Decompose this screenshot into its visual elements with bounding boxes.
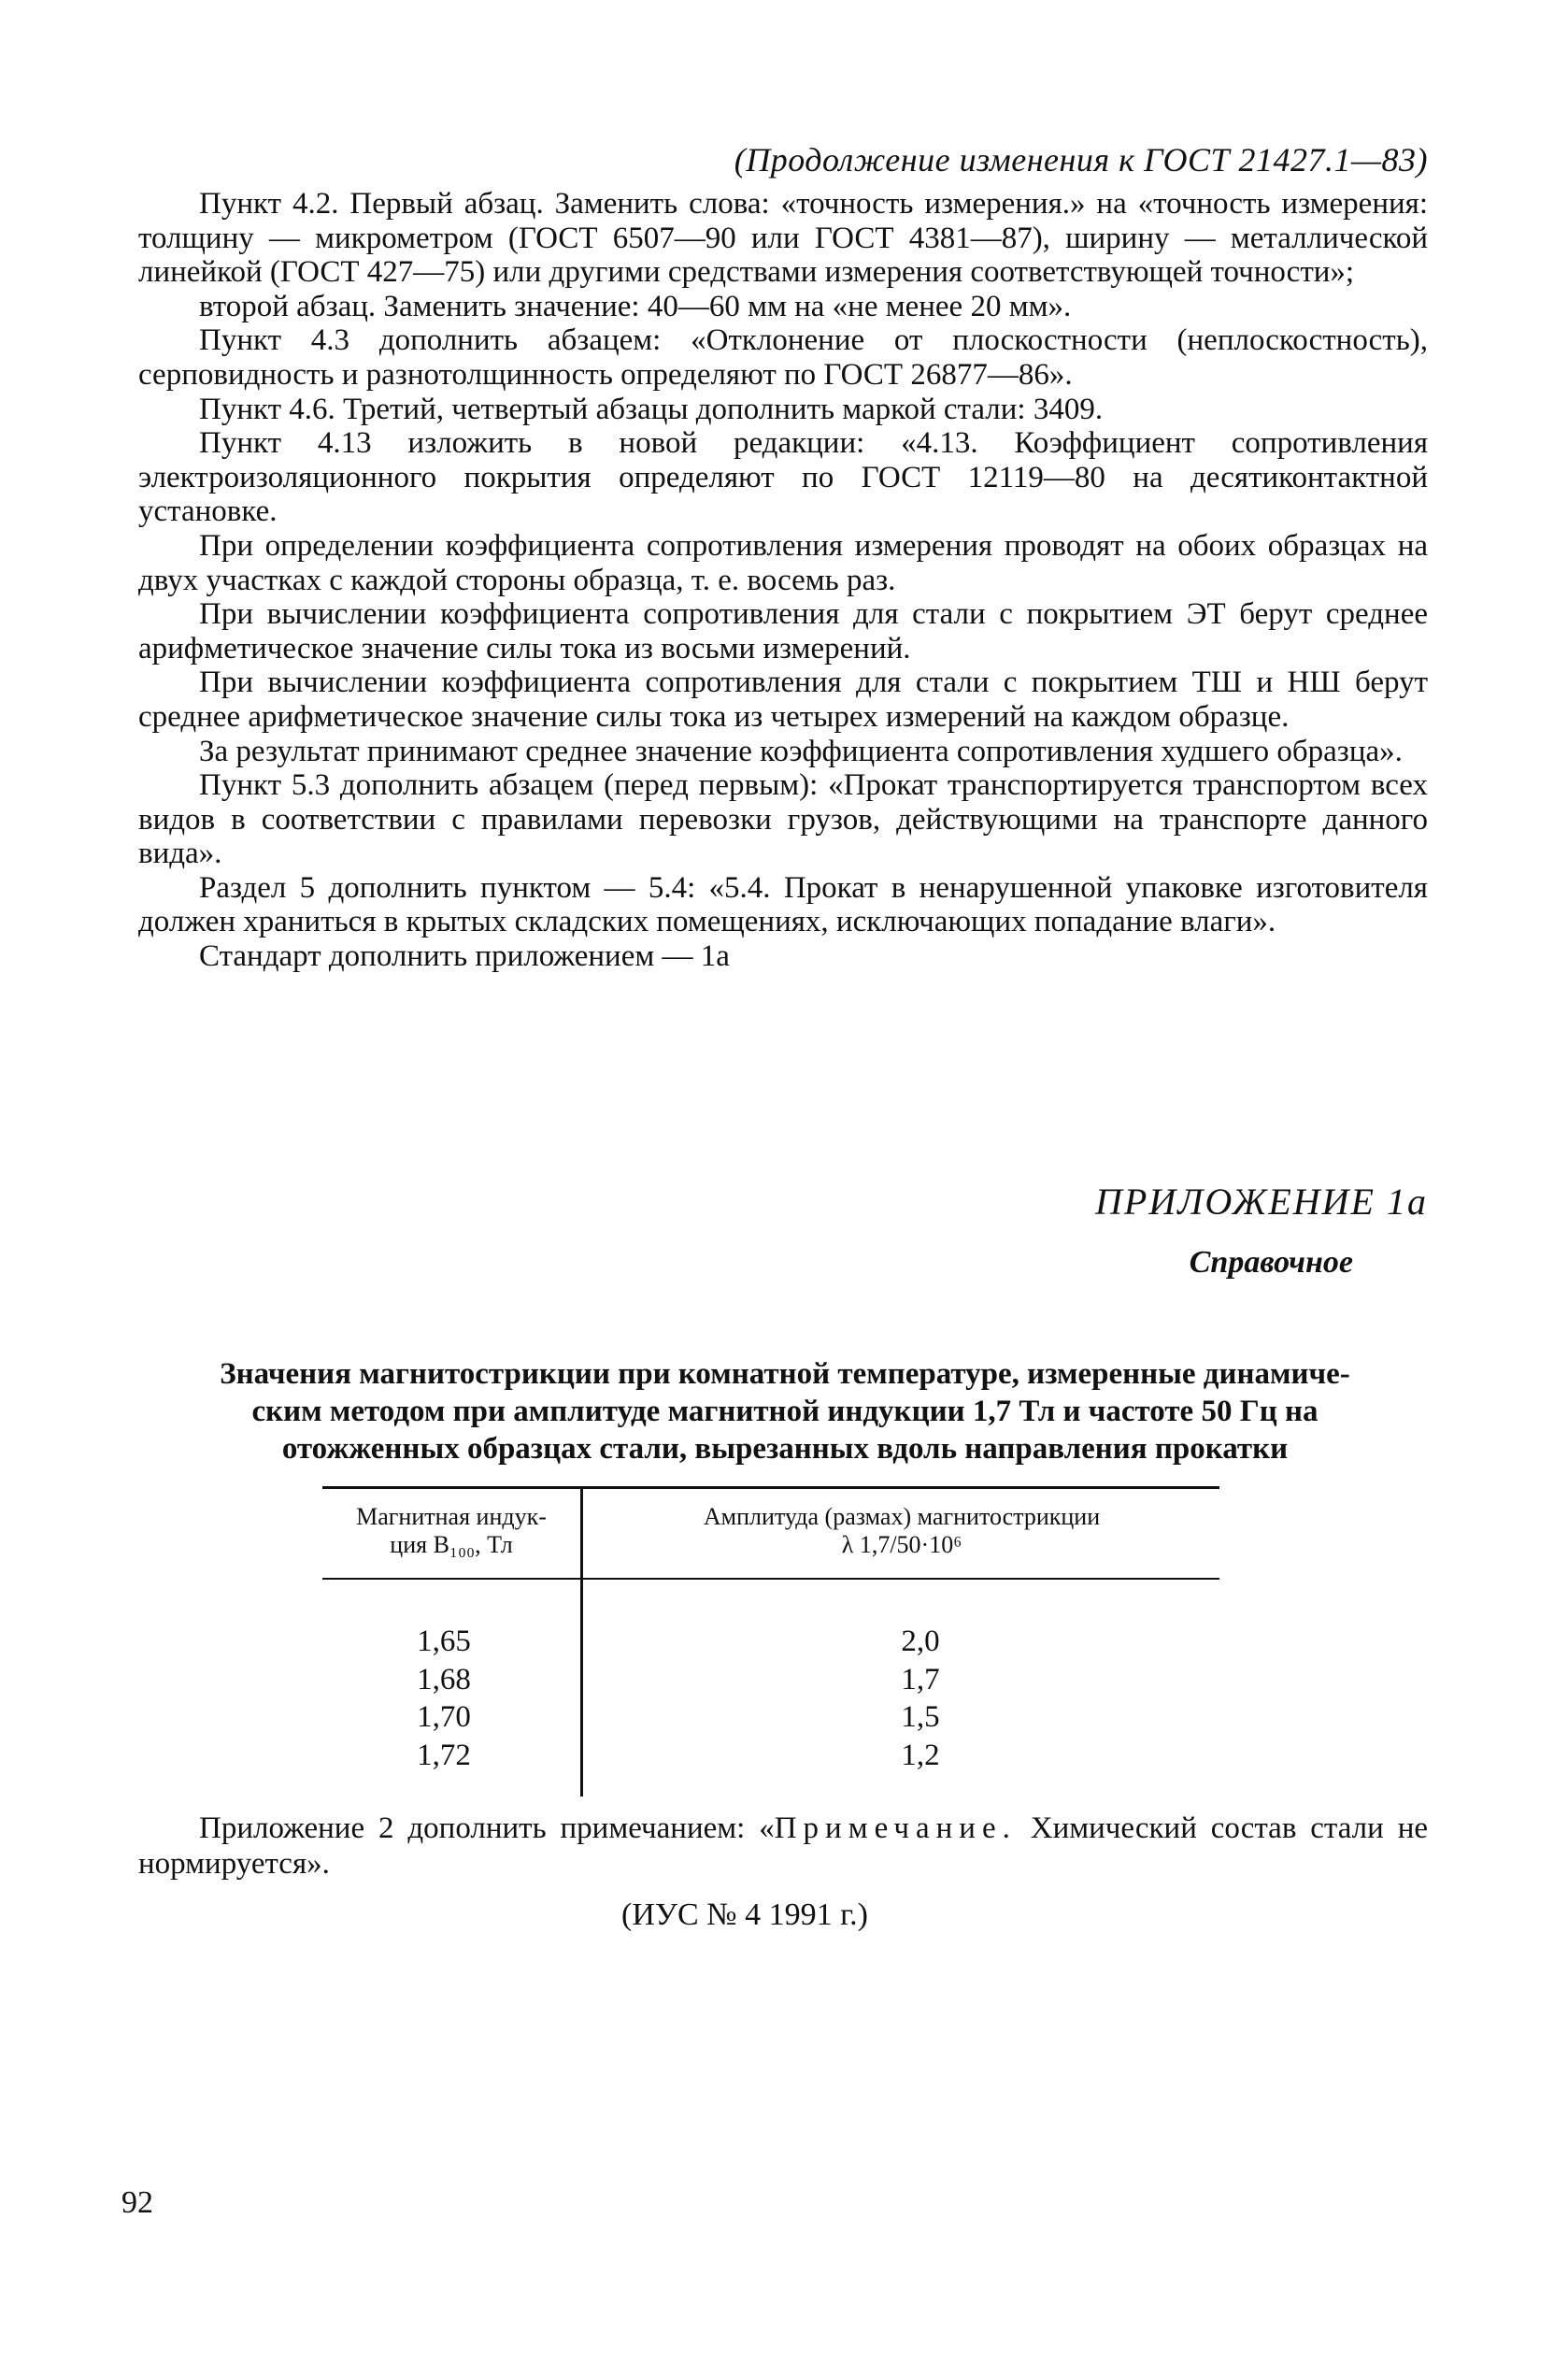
- table-cell: 2,0: [901, 1625, 940, 1658]
- header-amplitude: [584, 1503, 1219, 1559]
- paragraph: При определении коэффициента сопротивления измерения проводят на обоих образцах на двух участках с каждой стороны образца, т. е. восемь раз.: [138, 528, 1428, 597]
- paragraph: За результат принимают среднее значение коэффициента сопротивления худшего образца».: [199, 734, 1403, 768]
- induction-column: [360, 1623, 528, 1774]
- paragraph: Пункт 4.3 дополнить абзацем: «Отклонение от плоскостности (неплоскостность), серповидность и разнотолщинность определяют по ГОСТ 26877—86».: [138, 323, 1428, 392]
- table-header-rule: [322, 1578, 1219, 1580]
- paragraph: Пункт 4.13 изложить в новой редакции: «4.13. Коэффициент сопротивления электроизоляционного покрытия определяют по ГОСТ 12119—80 на десятиконтактной установке.: [138, 426, 1428, 529]
- header-amplitude-line: Амплитуда (размах) магнитострикции: [703, 1503, 1101, 1530]
- magnetostriction-table: [322, 1486, 1219, 1804]
- page-number: 92: [121, 2185, 153, 2220]
- header-induction-line: ция B₁₀₀, Тл: [390, 1531, 513, 1558]
- caption-line: Значения магнитострикции при комнатной температуре, измеренные динамиче-: [220, 1357, 1350, 1391]
- appendix-subtitle: Справочное: [1189, 1245, 1353, 1280]
- note-text-after: Химический состав стали не нормируется».: [138, 1811, 1428, 1881]
- note-paragraph: [138, 1811, 1428, 1882]
- caption-line: ским методом при амплитуде магнитной индукции 1,7 Тл и частоте 50 Гц на: [251, 1395, 1319, 1428]
- paragraph: Пункт 4.2. Первый абзац. Заменить слова: «точность измерения.» на «точность измерения: толщину — микрометром (ГОСТ 6507—90 или ГОСТ 4381—87), ширину — металлической линейкой (ГОСТ 427—75) или другими средствами измерения соответствующей точности»;: [138, 187, 1428, 290]
- table-cell: 1,70: [417, 1700, 471, 1734]
- header-induction-line: Магнитная индук-: [356, 1503, 547, 1530]
- caption-line: отожженных образцах стали, вырезанных вдоль направления прокатки: [281, 1432, 1289, 1466]
- amplitude-column: [827, 1623, 1014, 1774]
- table-cell: 1,72: [417, 1738, 471, 1772]
- table-cell: 1,5: [901, 1700, 940, 1734]
- continuation-header: (Продолжение изменения к ГОСТ 21427.1—83): [734, 141, 1428, 179]
- paragraph: При вычислении коэффициента сопротивления для стали с покрытием ЭТ берут среднее арифметическое значение силы тока из восьми измерений.: [138, 597, 1428, 666]
- table-top-rule: [322, 1486, 1219, 1489]
- table-cell: 1,7: [901, 1662, 940, 1696]
- note-spaced-word: Примечание.: [774, 1811, 1017, 1845]
- paragraph: Раздел 5 дополнить пунктом — 5.4: «5.4. Прокат в ненарушенной упаковке изготовителя должен храниться в крытых складских помещениях, исключающих попадание влаги».: [138, 870, 1428, 939]
- ius-reference: (ИУС № 4 1991 г.): [621, 1897, 868, 1932]
- table-cell: 1,65: [417, 1625, 471, 1658]
- paragraph: Пункт 4.6. Третий, четвертый абзацы дополнить маркой стали: 3409.: [199, 392, 1104, 426]
- paragraph: второй абзац. Заменить значение: 40—60 мм на «не менее 20 мм».: [199, 289, 1072, 323]
- paragraph: При вычислении коэффициента сопротивления для стали с покрытием ТШ и НШ берут среднее арифметическое значение силы тока из четырех измерений на каждом образце.: [138, 666, 1428, 734]
- note-text-before: Приложение 2 дополнить примечанием: «: [199, 1811, 775, 1845]
- paragraph: Стандарт дополнить приложением — 1а: [199, 939, 730, 974]
- header-induction: [322, 1503, 580, 1559]
- appendix-2-note: [138, 1811, 1428, 1882]
- header-amplitude-line: λ 1,7/50·10⁶: [841, 1531, 962, 1558]
- table-column-divider: [580, 1486, 583, 1797]
- amendment-text: [138, 187, 1428, 974]
- appendix-title: ПРИЛОЖЕНИЕ 1а: [1095, 1181, 1428, 1223]
- paragraph: Пункт 5.3 дополнить абзацем (перед первым): «Прокат транспортируется транспортом всех видов в соответствии с правилами перевозки грузов, действующими на транспорте данного вида».: [138, 768, 1428, 871]
- table-cell: 1,2: [901, 1738, 940, 1772]
- table-caption: [150, 1355, 1420, 1467]
- table-cell: 1,68: [417, 1662, 471, 1696]
